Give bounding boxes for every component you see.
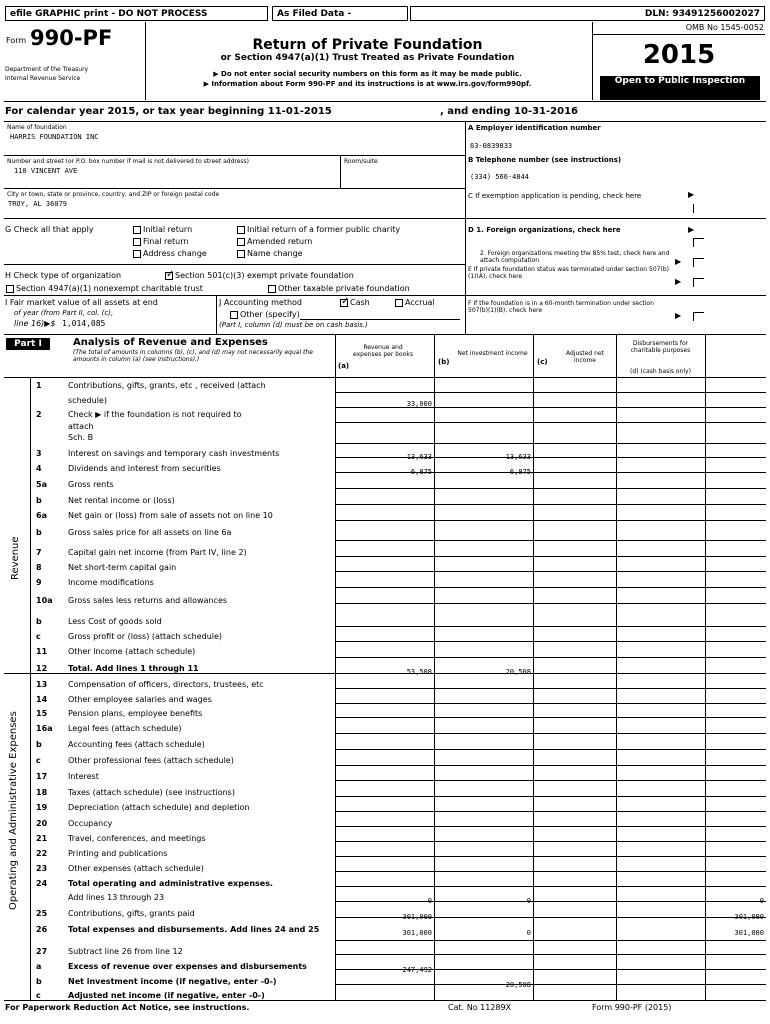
line-number: c: [36, 632, 41, 641]
city-label: City or town, state or province, country, and ZIP or foreign postal code: [7, 191, 220, 198]
h-other-taxable-label: Other taxable private foundation: [278, 284, 410, 293]
h-501c3[interactable]: [165, 271, 354, 280]
line-label: Sch. B: [68, 433, 94, 442]
h-4947-checkbox[interactable]: [6, 285, 14, 293]
j-cash-checkbox[interactable]: [340, 299, 348, 307]
amount-b: 6,875: [509, 468, 531, 476]
g-amended-return-label: Amended return: [247, 237, 313, 246]
d2-label: 2. Foreign organizations meeting the 85% test, check here and attach computation: [480, 250, 670, 264]
line-label: Interest: [68, 772, 99, 781]
g-address-change-label: Address change: [143, 249, 207, 258]
j-accrual[interactable]: [395, 298, 435, 307]
footer-cat: Cat. No 11289X: [448, 1003, 512, 1012]
line-label: Compensation of officers, directors, trustees, etc: [68, 680, 264, 689]
amount-a: 53,508: [406, 668, 432, 676]
col-b-letter: (b): [438, 358, 450, 366]
col-a-letter: (a): [338, 362, 350, 370]
city-value: TROY, AL 36079: [8, 200, 68, 208]
line-label: Total operating and administrative expenses.: [68, 879, 273, 888]
amount-a: 6,875: [410, 468, 432, 476]
tax-year-end: , and ending 10-31-2016: [440, 106, 578, 117]
expenses-side-label: Operating and Administrative Expenses: [8, 711, 19, 910]
line-number: 12: [36, 664, 48, 673]
line-number: 16a: [36, 724, 53, 733]
line-label: Gross sales price for all assets on line 6a: [68, 528, 232, 537]
g-name-change[interactable]: [237, 249, 303, 258]
line-label: Income modifications: [68, 578, 154, 587]
amount-b: 0: [526, 929, 531, 937]
info-note: ▶ Information about Form 990-PF and its instructions is at www.irs.gov/form990pf.: [203, 80, 532, 88]
col-c-letter: (c): [537, 358, 548, 366]
line-label: Add lines 13 through 23: [68, 893, 165, 902]
line-number: 24: [36, 879, 48, 888]
line-label: Other employee salaries and wages: [68, 695, 212, 704]
amount-d: 0: [759, 897, 764, 905]
line-number: a: [36, 962, 42, 971]
inspection-badge: Open to Public Inspection: [600, 76, 760, 100]
line-number: 22: [36, 849, 48, 858]
line-number: 11: [36, 647, 48, 656]
amount-d: 301,000: [734, 913, 764, 921]
amount-b: 0: [526, 897, 531, 905]
amount-b: 13,633: [505, 453, 531, 461]
ein-value: 63-0839833: [470, 142, 513, 150]
g-address-change[interactable]: [133, 249, 207, 258]
line-number: 20: [36, 819, 48, 828]
j-cash-label: Cash: [350, 298, 370, 307]
line-number: b: [36, 496, 42, 505]
form-prefix: Form: [6, 36, 27, 45]
line-label: Gross sales less returns and allowances: [68, 596, 228, 605]
line-number: 10a: [36, 596, 53, 605]
g-name-change-label: Name change: [247, 249, 303, 258]
dept-line1: Department of the Treasury: [5, 66, 89, 73]
line-label: Other income (attach schedule): [68, 647, 196, 656]
line-number: b: [36, 977, 42, 986]
line-number: 15: [36, 709, 48, 718]
name-label: Name of foundation: [7, 124, 67, 131]
line-number: 3: [36, 449, 42, 458]
efile-notice: efile GRAPHIC print - DO NOT PROCESS: [5, 6, 268, 21]
h-other-taxable[interactable]: [268, 284, 410, 293]
j-note: (Part I, column (d) must be on cash basis.): [219, 321, 368, 329]
j-label: J Accounting method: [219, 298, 303, 307]
g-initial-return[interactable]: [133, 225, 192, 234]
e-label: E If private foundation status was terminated under section 507(b)(1)(A), check here: [468, 266, 669, 280]
f-label: F If the foundation is in a 60-month termination under section 507(b)(1)(B), check here: [468, 300, 654, 314]
dln: DLN: 93491256002027: [410, 6, 765, 21]
g-initial-former[interactable]: [237, 225, 400, 234]
line-number: 5a: [36, 480, 47, 489]
line-number: 13: [36, 680, 48, 689]
line-number: 27: [36, 947, 48, 956]
foundation-name: HARRIS FOUNDATION INC: [10, 133, 99, 141]
line-label: Subtract line 26 from line 12: [68, 947, 183, 956]
amount-d: 301,000: [734, 929, 764, 937]
line-label: attach: [68, 422, 94, 431]
h-4947-label: Section 4947(a)(1) nonexempt charitable trust: [16, 284, 203, 293]
line-label: Contributions, gifts, grants paid: [68, 909, 195, 918]
line-number: c: [36, 756, 41, 765]
line-label: Net gain or (loss) from sale of assets not on line 10: [68, 511, 273, 520]
line-label: Depreciation (attach schedule) and depletion: [68, 803, 250, 812]
col-c-header: Adjusted net income: [565, 350, 604, 364]
line-number: 9: [36, 578, 42, 587]
line-label: Printing and publications: [68, 849, 168, 858]
line-number: 17: [36, 772, 48, 781]
phone-value: (334) 566-4844: [470, 173, 530, 181]
line-label: Excess of revenue over expenses and disbursements: [68, 962, 307, 971]
h-501c3-checkbox[interactable]: [165, 272, 173, 280]
h-label: H Check type of organization: [5, 271, 122, 280]
amount-a: 0: [427, 897, 432, 905]
line-number: 26: [36, 925, 48, 934]
g-name-change-checkbox[interactable]: [237, 250, 245, 258]
line-label: Less Cost of goods sold: [68, 617, 162, 626]
line-number: 8: [36, 563, 42, 572]
line-label: Taxes (attach schedule) (see instructions): [68, 788, 235, 797]
g-amended-return-checkbox[interactable]: [237, 238, 245, 246]
line-label: Net rental income or (loss): [68, 496, 175, 505]
g-initial-former-label: Initial return of a former public charity: [247, 225, 401, 234]
line-number: 2: [36, 410, 42, 419]
line-label: Capital gain net income (from Part IV, line 2): [68, 548, 247, 557]
tax-year: 2015: [642, 40, 716, 70]
i-label-3: line 16)▶$: [14, 319, 56, 328]
fmv-value: 1,014,085: [62, 319, 106, 328]
line-number: 25: [36, 909, 48, 918]
line-number: 6a: [36, 511, 47, 520]
part-i-title: Analysis of Revenue and Expenses: [73, 337, 268, 348]
form-title: Return of Private Foundation: [252, 37, 483, 53]
h-4947[interactable]: [6, 284, 203, 293]
line-label: Gross rents: [68, 480, 114, 489]
line-number: 14: [36, 695, 48, 704]
g-label: G Check all that apply: [5, 225, 94, 234]
j-other-label: Other (specify): [240, 310, 300, 319]
omb-number: OMB No 1545-0052: [685, 23, 764, 32]
h-501c3-label: Section 501(c)(3) exempt private foundation: [175, 271, 354, 280]
ein-label: A Employer identification number: [468, 124, 601, 132]
line-label: Travel, conferences, and meetings: [68, 834, 206, 843]
line-number: 23: [36, 864, 48, 873]
line-label: Interest on savings and temporary cash investments: [68, 449, 280, 458]
f-arrow-icon: ▶: [675, 311, 682, 320]
line-number: c: [36, 991, 41, 1000]
amount-a: 13,633: [406, 453, 432, 461]
dept-line2: Internal Revenue Service: [5, 75, 81, 82]
line-label: Accounting fees (attach schedule): [68, 740, 205, 749]
line-label: Net investment income (if negative, enter -0-): [68, 977, 277, 986]
g-initial-return-label: Initial return: [143, 225, 193, 234]
f-checkbox[interactable]: [693, 312, 704, 321]
line-label: Dividends and interest from securities: [68, 464, 221, 473]
line-number: 18: [36, 788, 48, 797]
j-other-checkbox[interactable]: [230, 311, 238, 319]
g-address-change-checkbox[interactable]: [133, 250, 141, 258]
line-label: Adjusted net income (if negative, enter -0-): [68, 991, 265, 1000]
amount-a: 301,000: [402, 913, 432, 921]
g-final-return[interactable]: [133, 237, 188, 246]
g-initial-return-checkbox[interactable]: [133, 226, 141, 234]
d2-arrow-icon: ▶: [675, 257, 682, 266]
line-label: Total expenses and disbursements. Add lines 24 and 25: [68, 925, 320, 934]
line-number: 1: [36, 381, 42, 390]
line-label: schedule): [68, 396, 107, 405]
line-number: b: [36, 528, 42, 537]
col-b-header: Net investment income: [457, 350, 528, 357]
filed-notice: As Filed Data -: [272, 6, 408, 21]
j-accrual-label: Accrual: [405, 298, 435, 307]
i-label-1: I Fair market value of all assets at end: [5, 298, 158, 307]
street-value: 110 VINCENT AVE: [14, 167, 78, 175]
footer-form: Form 990-PF (2015): [592, 1003, 672, 1012]
line-label: Net short-term capital gain: [68, 563, 177, 572]
line-label: Other professional fees (attach schedule): [68, 756, 234, 765]
d1-label: D 1. Foreign organizations, check here: [468, 226, 621, 234]
col-d-header: Disbursements for charitable purposes: [630, 340, 691, 354]
col-d-sub: (d) (cash basis only): [630, 368, 691, 375]
line-label: Contributions, gifts, grants, etc , received (attach: [68, 381, 266, 390]
amount-b: 20,508: [505, 981, 531, 989]
line-label: Pension plans, employee benefits: [68, 709, 203, 718]
line-number: 21: [36, 834, 48, 843]
j-cash[interactable]: [340, 298, 370, 307]
footer-notice: For Paperwork Reduction Act Notice, see instructions.: [5, 1003, 250, 1012]
amount-b: 20,508: [505, 668, 531, 676]
d2-checkbox[interactable]: [693, 258, 704, 267]
line-label: Other expenses (attach schedule): [68, 864, 204, 873]
amount-a: -247,492: [398, 966, 432, 974]
col-a-header: Revenue and expenses per books: [353, 344, 413, 358]
part-i-tag: Part I: [6, 338, 50, 350]
line-number: 7: [36, 548, 42, 557]
form-number: 990-PF: [30, 26, 113, 50]
d1-arrow-icon: ▶: [688, 225, 695, 234]
line-number: b: [36, 740, 42, 749]
phone-label: B Telephone number (see instructions): [468, 156, 622, 164]
j-other[interactable]: [230, 310, 300, 319]
line-number: 4: [36, 464, 42, 473]
room-label: Room/suite: [344, 158, 378, 165]
top-bar: [5, 6, 765, 21]
i-label-2: of year (from Part II, col. (c),: [14, 309, 114, 317]
c-label: C If exemption application is pending, check here: [468, 192, 642, 200]
line-label: Gross profit or (loss) (attach schedule): [68, 632, 223, 641]
amount-a: 301,000: [402, 929, 432, 937]
g-final-return-label: Final return: [143, 237, 189, 246]
line-label: Total. Add lines 1 through 11: [68, 664, 199, 673]
line-number: 19: [36, 803, 48, 812]
g-amended-return[interactable]: [237, 237, 312, 246]
part-i-desc: (The total of amounts in columns (b), (c), and (d) may not necessarily equal the amounts in column (a) (see instructions).): [73, 349, 313, 363]
g-final-return-checkbox[interactable]: [133, 238, 141, 246]
d1-checkbox[interactable]: [693, 238, 704, 247]
line-label: Check ▶ if the foundation is not required to: [68, 410, 242, 419]
line-number: b: [36, 617, 42, 626]
ssn-note: ▶ Do not enter social security numbers on this form as it may be made public.: [213, 70, 522, 78]
e-arrow-icon: ▶: [675, 277, 682, 286]
form-subtitle: or Section 4947(a)(1) Trust Treated as Private Foundation: [220, 53, 515, 63]
g-initial-former-checkbox[interactable]: [237, 226, 245, 234]
amount-a: 33,000: [406, 400, 432, 408]
line-label: Legal fees (attach schedule): [68, 724, 182, 733]
line-label: Occupancy: [68, 819, 113, 828]
c-arrow-icon: ▶: [688, 190, 695, 199]
h-other-taxable-checkbox[interactable]: [268, 285, 276, 293]
j-accrual-checkbox[interactable]: [395, 299, 403, 307]
street-label: Number and street (or P.O. box number if mail is not delivered to street address): [7, 158, 250, 165]
tax-year-begin: For calendar year 2015, or tax year beginning 11-01-2015: [5, 106, 332, 117]
e-checkbox[interactable]: [693, 278, 704, 287]
revenue-side-label: Revenue: [10, 536, 21, 580]
